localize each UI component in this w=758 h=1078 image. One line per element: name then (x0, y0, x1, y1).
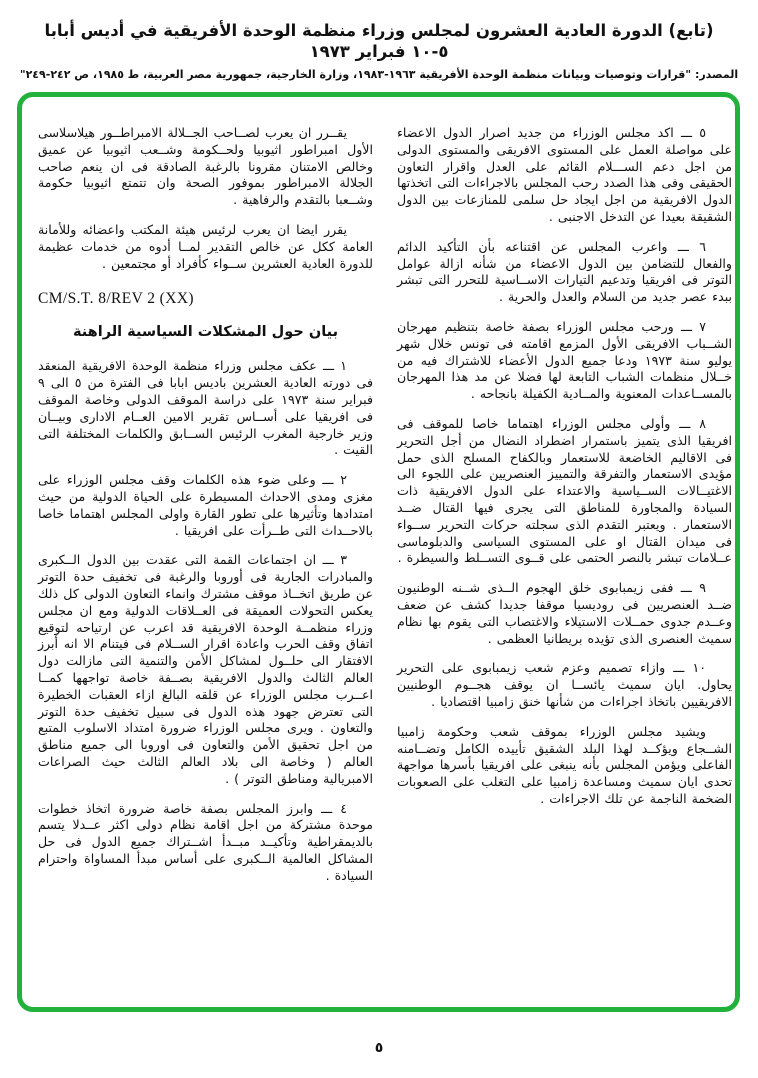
document-title: (تابع) الدورة العادية العشرون لمجلس وزراء منظمة الوحدة الأفريقية في أديس أبابا ٥-١٠ فبراير ١٩٧٣ (44, 21, 714, 62)
document-paragraph: ٥ ـــ اكد مجلس الوزراء من جديد اصرار الدول الاعضاء على مواصلة العمل على المستوى الافريقى والمستوى الدولى من اجل دعم الســـلام القائم على العدل واقرار التعاون الحقيقى وفى هذا الصدد رحب المجلس بالاجراءات التى اتخذتها الدول الافريقية من اجل ايجاد حل سلمى للمنازعات بين الدول الشقيقة بعيدا عن التدخل الاجنبى . (397, 125, 732, 224)
column-right (38, 125, 373, 897)
document-paragraph: ٧ ـــ ورحب مجلس الوزراء بصفة خاصة بتنظيم مهرجان الشــباب الافريقى الأول المزمع اقامته فى تونس خلال شهر يوليو سنة ١٩٧٣ ودعا جميع الدول الأعضاء للاشتراك فيه من خــلال منظمات الشباب التابعة لها فضلا عن مد هذا المهرجان بالمســاعدات المعنوية والمــادية الكفيلة بانجاحه . (397, 318, 733, 402)
document-paragraph: ٩ ـــ ففى زيمبابوى خلق الهجوم الــذى شــنه الوطنيون ضــد العنصريين فى روديسيا موقفا جديدا كشف عن ضعف وعــدم جدوى حمــلات الاستيلاء والاغتصاب التى يقوم بها نظام سميث العنصرى الذى تؤيده بريطانيا العظمى . (397, 580, 732, 646)
document-paragraph: يقــرر ان يعرب لصــاحب الجــلالة الامبراطــور هيلاسلاسى الأول امبراطور اثيوبيا ولحــكومة وشــعب اثيوبيا عن عميق وخالص الامتنان مقرونا بالرغبة الصادقة فى ان ينعم صاحب الجلالة الامبراطور بموفور الصحة وان تتمتع اثيوبيا حكومة وشــعبا بالتقدم والرفاهية . (38, 125, 373, 208)
document-reference: CM/S.T. 8/REV 2 (XX) (38, 290, 194, 308)
document-paragraph: ٨ ـــ وأولى مجلس الوزراء اهتماما خاصا للموقف فى افريقيا الذى يتميز باستمرار اضطراد النضال من أجل التحرير فى الاقاليم الخاضعة للاستعمار وبالكفاح المسلح الذى حمل مؤيدى الاستعمار والتفرقة والتمييز العنصريين على اللجوء الى الاغتيــالات الســياسية والاعتداء على الدول الافريقية ذات السيادة والمجاورة للمناطق التى يجرى فيها القتال ضــد الاستعمار . ويعتبر التقدم الذى سجلته حركات التحرير ســواء فى ميدان القتال او على المستوى السياسى والدبلوماسى عــلامات تبشر بالنصر الحتمى على قــوى التســلط والسيطرة . (397, 415, 732, 566)
text-columns (22, 97, 735, 907)
statement-title: بيان حول المشكلات السياسية الراهنة (72, 324, 339, 341)
document-paragraph: ١٠ ـــ وازاء تصميم وعزم شعب زيمبابوى على التحرير يحاول. ايان سميث يائســا ان يوقف هجــوم الوطنيين الافريقيين باتخاذ اجراءات من شأنها خنق زامبيا اقتصاديا . (397, 660, 732, 709)
column-left (397, 125, 732, 897)
page-number: ٥ (374, 1040, 384, 1056)
document-paragraph: يقرر ايضا ان يعرب لرئيس هيئة المكتب واعضائه وللأمانة العامة ككل عن خالص التقدير لمــا أدوه من خدمات عظيمة للدورة العادية العشرين ســواء كأفراد أو مجتمعين . (38, 221, 373, 271)
document-paragraph: ١ ـــ عكف مجلس وزراء منظمة الوحدة الافريقية المنعقد فى دورته العادية العشرين باديس ابابا فى الفترة من ٥ الى ٩ فبراير سنة ١٩٧٣ على دراسة الموقف الدولى وخاصة الموقف فى افريقيا على أســاس تقرير الامين العــام الادارى وبيــان وزير خارجية المغرب الرئيس الســابق والكلمات المختلفة التى القيت . (38, 358, 373, 458)
document-paragraph: ٢ ـــ وعلى ضوء هذه الكلمات وقف مجلس الوزراء على مغزى ومدى الاحداث المسيطرة على الحياة الدولية من حيث امتدادها وتأثيرها على تطور القارة واولى المجلس اهتماما خاصا بالاحــداث التى طــرأت على افريقيا . (38, 472, 373, 538)
document-paragraph: ٤ ـــ وابرز المجلس بصفة خاصة ضرورة اتخاذ خطوات موحدة مشتركة من اجل اقامة نظام دولى اكثر عــدلا يتسم بالديمقراطية وتأكيــد مبــدأ اشــتراك جميع الدول فى حل المشاكل العالمية الــكبرى على أساس مبدأ المساواة واحترام السيادة . (38, 800, 373, 883)
document-paragraph: ٦ ـــ واعرب المجلس عن اقتناعه بأن التأكيد الدائم والفعال للتضامن بين الدول الاعضاء من شأنه ازالة عوامل التوتر فى افريقيا وتدعيم التيارات الاســاسية للتحرر التى تبشر ببدء عصر جديد من السلام والعدل والحرية . (397, 238, 732, 305)
document-frame (17, 92, 740, 1012)
page-header (0, 20, 758, 81)
document-paragraph: ويشيد مجلس الوزراء بموقف شعب وحكومة زامبيا الشــجاع ويؤكــد لهذا البلد الشقيق تأييده الكامل وتضــامنه الفاعلى ويؤمن المجلس بأنه ينبغى على افريقيا بأسرها مواجهة تحدى ايان سميث ومساعدة زامبيا على التغلب على الصعوبات الضخمة الناجمة عن تلك الاجراءات . (397, 723, 732, 806)
document-source-line: المصدر: "قرارات وتوصيات وبيانات منظمة الوحدة الأفريقية ١٩٦٣-١٩٨٣، وزارة الخارجية، جمهورية مصر العربية، ط ١٩٨٥، ص ٢٤٢-٢٤٩" (19, 67, 739, 81)
document-paragraph: ٣ ـــ ان اجتماعات القمة التى عقدت بين الدول الــكبرى والمبادرات الجارية فى أوروبا والرغبة فى تخفيف حدة التوتر عن طريق اتخــاذ موقف مشترك وانماء التعاون الدولى كل ذلك يعكس التحولات العميقة فى العــلاقات الدولية ومع ان مجلس وزراء منظمــة الوحدة الافريقية قد اعرب عن ارتياحه لتوقيع اتفاق وقف الحرب واعادة اقرار الســلام فى فيتنام الا انه أبرز الافتقار الى حلــول لمشاكل الأمن والتنمية التى مازالت دول العالم الثالث والدول الافريقية بصــفة خاصة تواجهها كمــا اعــرب مجلس الوزراء عن قلقه البالغ ازاء العقبات الخطيرة التى تعترض جهود هذه الدول فى سبيل تخفيف حدة التوتر والتعاون . ويرى مجلس الوزراء ضرورة امتداد الاسلوب المتبع من اجل تحقيق الأمن والتعاون فى اوروبا الى جميع مناطق العالم ( وخاصة الى بلاد العالم الثالث حيث الصراعات الامبريالية ومناطق التوتر ) . (38, 552, 373, 786)
